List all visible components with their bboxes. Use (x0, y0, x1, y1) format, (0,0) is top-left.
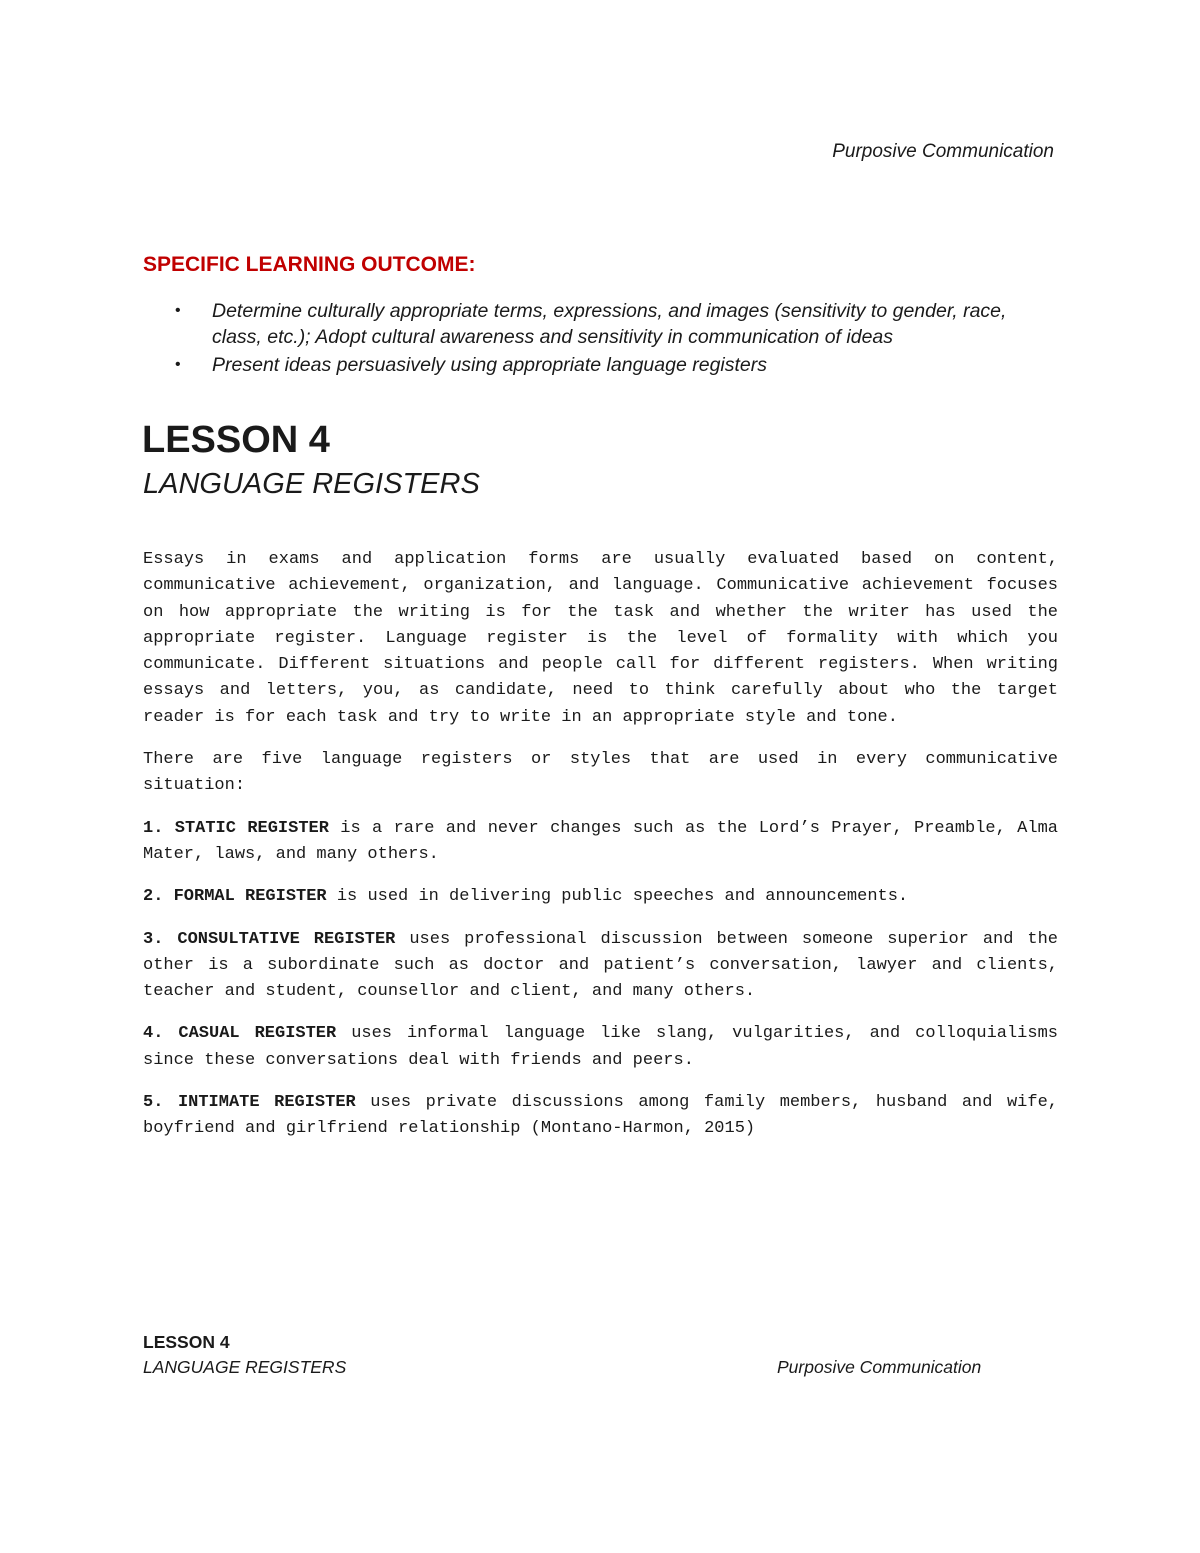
learning-outcome-item (143, 352, 1043, 378)
learning-outcome-heading: SPECIFIC LEARNING OUTCOME: (143, 253, 476, 276)
register-heading: 1. STATIC REGISTER (143, 818, 329, 838)
register-paragraph-formal (143, 884, 1058, 910)
learning-outcome-list (143, 298, 1043, 380)
footer-lesson-number: LESSON 4 (143, 1332, 230, 1352)
register-heading: 4. CASUAL REGISTER (143, 1024, 337, 1044)
learning-outcome-item (143, 298, 1043, 350)
lesson-number-heading: LESSON 4 (142, 419, 330, 461)
register-paragraph-intimate (143, 1090, 1058, 1143)
register-heading: 2. FORMAL REGISTER (143, 887, 327, 907)
lesson-title-heading: LANGUAGE REGISTERS (143, 468, 480, 500)
learning-outcome-text: Present ideas persuasively using appropriate language registers (212, 354, 767, 376)
lesson-body (143, 547, 1058, 1159)
register-description: uses private discussions among family members, husband and wife, boyfriend and girlfriend relationship (Montano-Harmon, 2015) (143, 1093, 1058, 1139)
register-heading: 5. INTIMATE REGISTER (143, 1093, 356, 1113)
register-description: is a rare and never changes such as the Lord’s Prayer, Preamble, Alma Mater, laws, and many others. (143, 818, 1058, 864)
register-paragraph-static (143, 816, 1058, 869)
register-heading: 3. CONSULTATIVE REGISTER (143, 929, 396, 949)
bullet-icon: • (175, 356, 181, 373)
register-description: uses professional discussion between someone superior and the other is a subordinate such as doctor and patient’s conversation, lawyer and clients, teacher and student, counsellor and client, and many others. (143, 929, 1058, 1002)
register-description: uses informal language like slang, vulgarities, and colloquialisms since these conversations deal with friends and peers. (143, 1024, 1058, 1070)
footer-course: Purposive Communication (777, 1357, 982, 1377)
register-description: is used in delivering public speeches and announcements. (326, 887, 909, 907)
bullet-icon: • (175, 302, 181, 319)
running-header-course: Purposive Communication (832, 141, 1054, 162)
learning-outcome-text: Determine culturally appropriate terms, expressions, and images (sensitivity to gender, race, class, etc.); Adopt cultural awareness and sensitivity in communication of ideas (212, 300, 1007, 348)
register-paragraph-casual (143, 1021, 1058, 1074)
register-paragraph-consultative (143, 927, 1058, 1006)
registers-lead-paragraph: There are five language registers or styles that are used in every communicative situation: (143, 750, 1058, 796)
footer-lesson-title: LANGUAGE REGISTERS (143, 1357, 347, 1377)
intro-paragraph: Essays in exams and application forms are usually evaluated based on content, communicative achievement, organization, and language. Communicative achievement focuses on how appropriate the writing is for the task and whether the writer has used the appropriate register. Language register is the level of formality with which you communicate. Different situations and people call for different registers. When writing essays and letters, you, as candidate, need to think carefully about who the target reader is for each task and try to write in an appropriate style and tone. (143, 550, 1058, 727)
